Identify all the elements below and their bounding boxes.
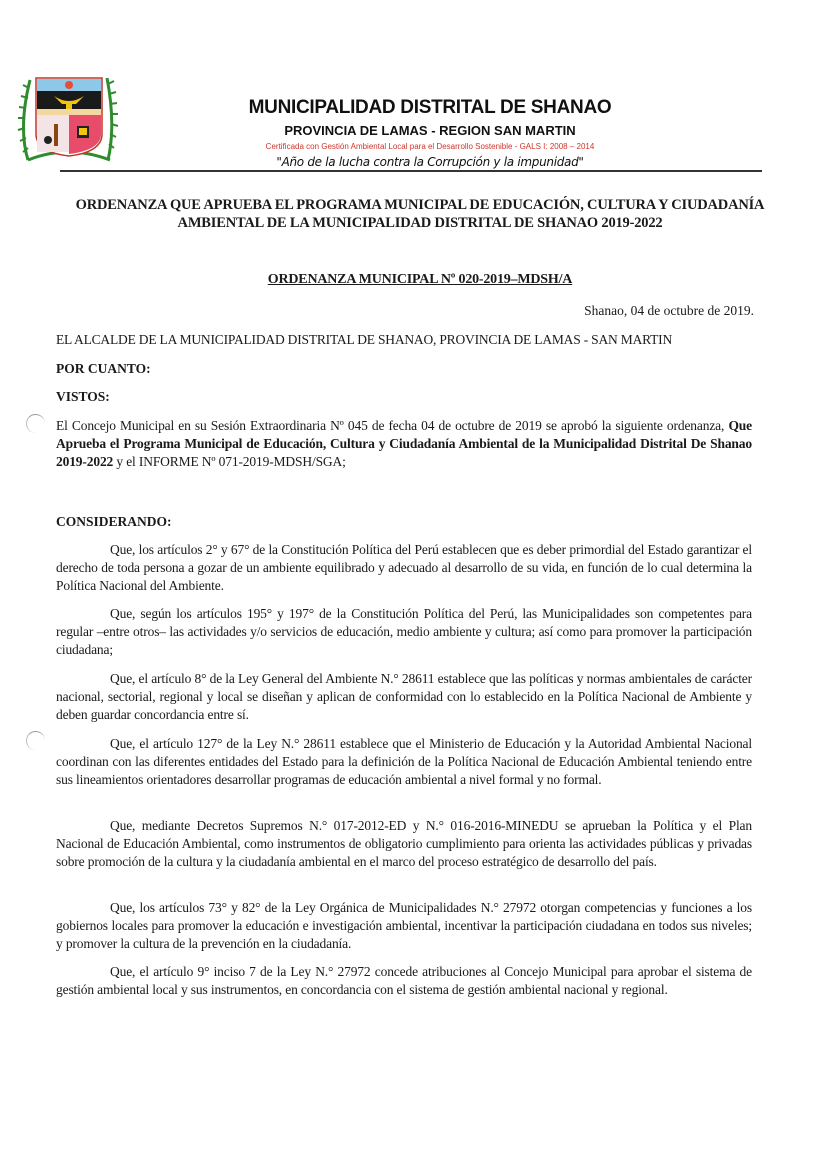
letterhead	[150, 96, 710, 170]
alcalde-line: EL ALCALDE DE LA MUNICIPALIDAD DISTRITAL DE SHANAO, PROVINCIA DE LAMAS - SAN MARTIN	[56, 332, 673, 347]
considerando-paragraph: Que, mediante Decretos Supremos N.° 017-2012-ED y N.° 016-2016-MINEDU se aprueban la Política y el Plan Nacional de Educación Ambiental, como instrumentos de obligatorio cumplimiento para orienta las actividades públicas y privadas sobre promoción de la cultura y la ciudadanía ambiental en el marco del proceso estratégico de desarrollo del país.	[56, 818, 752, 869]
vistos-text-post: y el INFORME Nº 071-2019-MDSH/SGA;	[113, 454, 346, 469]
vistos-text-pre: El Concejo Municipal en su Sesión Extraordinaria Nº 045 de fecha 04 de octubre de 2019 se aprobó la siguiente ordenanza,	[56, 418, 729, 433]
vistos-paragraph	[56, 417, 752, 471]
municipality-name: MUNICIPALIDAD DISTRITAL DE SHANAO	[248, 97, 612, 118]
considerando-paragraph: Que, según los artículos 195° y 197° de la Constitución Política del Perú, las Municipalidades son competentes para regular –entre otros– las actividades y/o servicios de educación, medio ambiente y cultura; así como para promover la participación ciudadana;	[56, 606, 752, 657]
vistos-heading: VISTOS:	[56, 389, 110, 404]
document-title-line-1: ORDENANZA QUE APRUEBA EL PROGRAMA MUNICIPAL DE EDUCACIÓN, CULTURA Y CIUDADANÍA	[75, 197, 765, 213]
province-region: PROVINCIA DE LAMAS - REGION SAN MARTIN	[284, 123, 576, 138]
considerando-paragraph: Que, el artículo 127° de la Ley N.° 28611 establece que el Ministerio de Educación y la Autoridad Ambiental Nacional coordinan con las diferentes entidades del Estado para la definición de la Política Nacional de Educación Ambiental teniendo entre sus lineamientos orientadores desarrollar programas de educación ambiental a nivel formal y no formal.	[56, 736, 752, 787]
considerando-heading: CONSIDERANDO:	[56, 514, 172, 529]
considerando-paragraph: Que, los artículos 2° y 67° de la Constitución Política del Perú establecen que es deber primordial del Estado garantizar el derecho de toda persona a gozar de un ambiente equilibrado y adecuado al desarrollo de su vida, en función de lo cual determina la Política Nacional del Ambiente.	[56, 542, 752, 593]
certification-note: Certificada con Gestión Ambiental Local para el Desarrollo Sostenible - GALS I: 2008 – 2014	[265, 142, 595, 151]
punch-hole-mark	[26, 414, 45, 433]
considerando-paragraph: Que, el artículo 9° inciso 7 de la Ley N.° 27972 concede atribuciones al Concejo Municipal para aprobar el sistema de gestión ambiental local y sus instrumentos, en concordancia con el sistema de gestión ambiental nacional y regional.	[56, 964, 752, 997]
vistos-text-bold: Que Aprueba el Programa Municipal de Educación, Cultura y Ciudadanía Ambiental de la Municipalidad Distrital De Shanao 2019-2022	[56, 418, 752, 469]
header-divider	[60, 170, 762, 172]
document-date: Shanao, 04 de octubre de 2019.	[584, 303, 754, 318]
municipal-coat-of-arms-icon	[14, 74, 124, 162]
por-cuanto-heading: POR CUANTO:	[56, 361, 151, 376]
considerando-paragraph: Que, los artículos 73° y 82° de la Ley Orgánica de Municipalidades N.° 27972 otorgan competencias y funciones a los gobiernos locales para promover la educación e investigación ambiental, incentivar la participación ciudadana en todos sus niveles; y promover la cultura de la prevención en la ciudadanía.	[56, 900, 752, 951]
considerando-paragraph: Que, el artículo 8° de la Ley General del Ambiente N.° 28611 establece que las políticas y normas ambientales de carácter nacional, sectorial, regional y local se diseñan y aplican de conformidad con lo establecido en la Política Nacional de Ambiente y deben guardar concordancia entre sí.	[56, 671, 752, 722]
ordinance-number: ORDENANZA MUNICIPAL Nº 020-2019–MDSH/A	[267, 272, 573, 287]
document-title	[40, 196, 800, 232]
document-title-line-2: AMBIENTAL DE LA MUNICIPALIDAD DISTRITAL DE SHANAO 2019-2022	[177, 215, 663, 231]
punch-hole-mark	[26, 731, 45, 750]
year-motto: "Año de la lucha contra la Corrupción y la impunidad"	[276, 155, 584, 169]
